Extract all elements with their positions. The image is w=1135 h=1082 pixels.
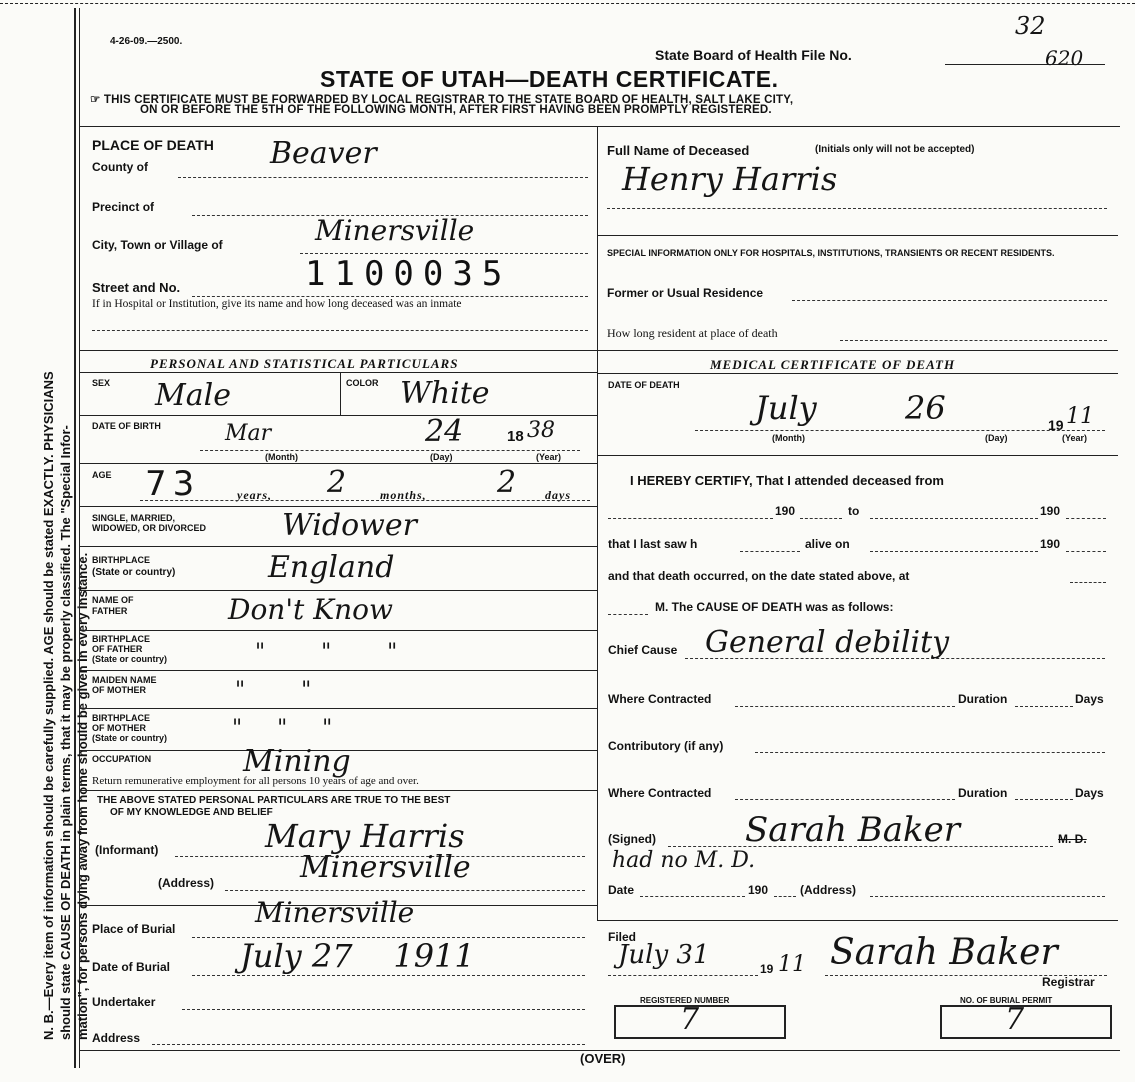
certify-to-190-line	[1066, 518, 1106, 519]
occupation-label: OCCUPATION	[92, 754, 152, 764]
no-md-note: had no M. D.	[612, 848, 756, 873]
last-saw-190-line	[1066, 551, 1106, 552]
informant-label: (Informant)	[95, 843, 159, 857]
marital-label-2: WIDOWED, OR DIVORCED	[92, 523, 206, 533]
mother-name-value: " "	[235, 678, 312, 703]
form-code: 4-26-09.—2500.	[110, 36, 183, 47]
father-bp-label-2: OF FATHER	[92, 644, 143, 654]
age-label: AGE	[92, 470, 112, 480]
top-border-line	[0, 3, 1135, 4]
age-days: 2	[497, 465, 517, 500]
mother-bp-label-3: (State or country)	[92, 733, 168, 743]
registrar-label: Registrar	[1042, 975, 1095, 989]
age-years-caption: years,	[237, 488, 272, 502]
md-label: M. D.	[1058, 832, 1087, 846]
file-no-value-1: 32	[1015, 12, 1046, 40]
deceased-name-line	[607, 208, 1107, 209]
signed-value: Sarah Baker	[745, 810, 961, 850]
place-of-death-label: PLACE OF DEATH	[92, 137, 214, 153]
mother-name-label-2: OF MOTHER	[92, 685, 146, 695]
father-bp-value: " " "	[255, 640, 398, 665]
color-label: COLOR	[346, 378, 379, 388]
precinct-label: Precinct of	[92, 200, 155, 214]
city-label: City, Town or Village of	[92, 238, 223, 252]
sex-label: SEX	[92, 378, 111, 388]
burial-date-label: Date of Burial	[92, 960, 171, 974]
rule-marital	[80, 506, 597, 507]
margin-note-line-1: N. B.—Every item of information should be carefully supplied. AGE should be stated EXACTLY. PHYSICIANS	[41, 371, 56, 1040]
dob-year: 38	[527, 418, 555, 443]
age-days-caption: days	[545, 488, 571, 502]
county-line	[178, 177, 588, 178]
rule-father-bp	[80, 630, 597, 631]
dob-year-prefix: 18	[507, 428, 524, 445]
rule-top	[80, 126, 1120, 127]
registered-number: 7	[680, 1002, 700, 1037]
deceased-name-label: Full Name of Deceased	[607, 143, 750, 158]
over-label: (OVER)	[580, 1051, 626, 1066]
deceased-name-note: (Initials only will not be accepted)	[815, 144, 975, 155]
attest-line-1: THE ABOVE STATED PERSONAL PARTICULARS ARE TRUE TO THE BEST	[97, 795, 451, 806]
dob-line	[200, 450, 580, 451]
rule-birthplace	[80, 546, 597, 547]
birthplace-label: BIRTHPLACE	[92, 555, 150, 565]
death-day: 26	[905, 389, 946, 427]
dob-label: DATE OF BIRTH	[92, 421, 161, 431]
column-divider	[597, 127, 598, 921]
rule-personal-top	[80, 350, 597, 351]
last-saw-line	[870, 551, 1038, 552]
chief-cause-value: General debility	[705, 625, 950, 660]
filed-year: 11	[778, 952, 806, 977]
file-no-label: State Board of Health File No.	[655, 47, 852, 63]
mother-bp-label-2: OF MOTHER	[92, 723, 146, 733]
duration-label-2: Duration	[958, 786, 1008, 800]
age-months: 2	[327, 465, 347, 500]
birthplace-value: England	[268, 550, 395, 585]
registrar-signature: Sarah Baker	[830, 932, 1058, 973]
cause-line: M. The CAUSE OF DEATH was as follows:	[655, 600, 894, 614]
registered-number-box	[614, 1005, 786, 1039]
margin-note-line-3: mation", for persons dying away from home should be given in every instance.	[75, 552, 90, 1040]
duration-line	[1015, 706, 1073, 707]
death-year-caption: (Year)	[1062, 433, 1088, 443]
death-occurred-line	[1070, 582, 1106, 583]
deceased-name-value: Henry Harris	[622, 160, 838, 198]
sex-color-divider	[340, 372, 341, 415]
burial-permit-box	[940, 1005, 1112, 1039]
rule-certify	[598, 455, 1118, 456]
father-bp-label-3: (State or country)	[92, 654, 168, 664]
death-year-prefix: 19	[1048, 417, 1064, 433]
marital-label-1: SINGLE, MARRIED,	[92, 513, 176, 523]
street-value: 1100035	[305, 254, 512, 294]
birthplace-sub: (State or country)	[92, 567, 176, 578]
hospital-note: If in Hospital or Institution, give its name and how long deceased was an inmate	[92, 298, 462, 310]
medical-address-label: (Address)	[800, 883, 857, 897]
date-190: 190	[748, 883, 769, 897]
where-contracted-line	[735, 706, 955, 707]
where-contracted-label: Where Contracted	[608, 692, 712, 706]
father-bp-label-1: BIRTHPLACE	[92, 634, 150, 644]
last-saw-h-line	[740, 551, 800, 552]
county-label: County of	[92, 160, 148, 174]
special-info-heading: SPECIAL INFORMATION ONLY FOR HOSPITALS, INSTITUTIONS, TRANSIENTS OR RECENT RESIDENTS.	[607, 248, 1055, 258]
burial-permit: 7	[1005, 1002, 1025, 1037]
burial-place-value: Minersville	[255, 896, 415, 929]
burial-place-label: Place of Burial	[92, 922, 176, 936]
date-2-line	[640, 896, 745, 897]
duration-line-2	[1015, 799, 1073, 800]
filed-value: July 31	[618, 940, 710, 970]
age-months-caption: months,	[380, 488, 427, 502]
date-190-line	[774, 896, 796, 897]
occupation-value: Mining	[243, 744, 351, 779]
city-value: Minersville	[315, 214, 475, 247]
occupation-note: Return remunerative employment for all persons 10 years of age and over.	[92, 775, 419, 787]
former-residence-label: Former or Usual Residence	[607, 286, 764, 300]
street-label: Street and No.	[92, 280, 181, 295]
dob-month: Mar	[225, 421, 272, 446]
father-value: Don't Know	[228, 593, 393, 626]
margin-note-line-2: should state CAUSE OF DEATH in plain terms, that it may be properly classified. The "Special Infor-	[58, 425, 73, 1040]
hospital-line	[92, 330, 588, 331]
rule-special-top	[598, 235, 1118, 236]
mother-name-label-1: MAIDEN NAME	[92, 675, 157, 685]
dob-year-caption: (Year)	[536, 452, 562, 462]
where-contracted-line-2	[735, 799, 955, 800]
father-label-2: FATHER	[92, 606, 128, 616]
certify-to-190: 190	[1040, 504, 1061, 518]
duration-label: Duration	[958, 692, 1008, 706]
filed-label: Filed	[608, 930, 637, 944]
address-value: Minersville	[300, 850, 471, 885]
margin-note	[40, 30, 91, 1040]
rule-mother-name	[80, 670, 597, 671]
address-label: (Address)	[158, 876, 215, 890]
dob-day: 24	[425, 414, 464, 449]
county-value: Beaver	[270, 136, 377, 171]
rule-dob	[80, 415, 597, 416]
contributory-label: Contributory (if any)	[608, 739, 724, 753]
certify-line: I HEREBY CERTIFY, That I attended deceased from	[630, 473, 944, 488]
death-day-caption: (Day)	[985, 433, 1008, 443]
rule-medical-heading	[598, 373, 1118, 374]
registered-number-label: REGISTERED NUMBER	[640, 996, 730, 1005]
last-saw-alive: alive on	[805, 537, 850, 551]
attest-line-2: OF MY KNOWLEDGE AND BELIEF	[110, 807, 273, 818]
mother-bp-value: " " "	[232, 716, 333, 741]
sex-value: Male	[155, 378, 231, 413]
rule-filing-top	[598, 920, 1118, 921]
death-month: July	[755, 389, 817, 427]
days-label: Days	[1075, 692, 1104, 706]
death-occurred-label: and that death occurred, on the date stated above, at	[608, 569, 910, 583]
undertaker-line	[182, 1009, 585, 1010]
undertaker-label: Undertaker	[92, 995, 156, 1009]
date-of-death-label: DATE OF DEATH	[608, 380, 680, 390]
date-label-2: Date	[608, 883, 635, 897]
personal-heading: PERSONAL AND STATISTICAL PARTICULARS	[150, 356, 459, 371]
marital-value: Widower	[282, 508, 417, 543]
dob-month-caption: (Month)	[265, 452, 298, 462]
certify-to-line	[870, 518, 1038, 519]
filed-line	[608, 975, 758, 976]
age-years: 73	[145, 464, 201, 504]
death-year: 11	[1066, 404, 1094, 429]
last-saw-label: that I last saw h	[608, 537, 698, 551]
age-line	[140, 500, 590, 501]
rule-attest	[80, 790, 597, 791]
death-month-caption: (Month)	[772, 433, 805, 443]
where-contracted-label-2: Where Contracted	[608, 786, 712, 800]
medical-heading: MEDICAL CERTIFICATE OF DEATH	[710, 357, 956, 372]
instruction-line-2: ON OR BEFORE THE 5TH OF THE FOLLOWING MONTH, AFTER FIRST HAVING BEEN PROMPTLY REGISTERED.	[140, 104, 772, 116]
color-value: White	[400, 376, 490, 411]
certify-from-line	[608, 518, 773, 519]
page-title: STATE OF UTAH—DEATH CERTIFICATE.	[320, 66, 779, 92]
burial-date-line	[192, 975, 585, 976]
days-label-2: Days	[1075, 786, 1104, 800]
chief-cause-label: Chief Cause	[608, 643, 678, 657]
how-long-label: How long resident at place of death	[607, 326, 778, 340]
how-long-line	[840, 340, 1107, 341]
signed-label: (Signed)	[608, 832, 656, 846]
file-no-value-2: 620	[1045, 46, 1084, 70]
burial-permit-label: NO. OF BURIAL PERMIT	[960, 996, 1053, 1005]
certify-from-190: 190	[775, 504, 796, 518]
rule-father	[80, 590, 597, 591]
last-saw-190: 190	[1040, 537, 1061, 551]
date-of-death-line	[695, 430, 1105, 431]
rule-mother-bp	[80, 708, 597, 709]
cause-m-line	[608, 614, 648, 615]
former-residence-line	[792, 300, 1107, 301]
burial-address-label: Address	[92, 1031, 141, 1045]
mother-bp-label-1: BIRTHPLACE	[92, 713, 150, 723]
street-line	[192, 296, 588, 297]
father-label-1: NAME OF	[92, 595, 134, 605]
filed-year-prefix: 19	[760, 962, 774, 976]
rule-medical-top	[598, 350, 1118, 351]
address-line	[225, 890, 585, 891]
rule-sex	[80, 372, 597, 373]
instruction-line-1: ☞ THIS CERTIFICATE MUST BE FORWARDED BY LOCAL REGISTRAR TO THE STATE BOARD OF HEALTH, SALT LAKE CITY,	[90, 94, 794, 106]
certify-to: to	[848, 504, 860, 518]
contributory-line	[755, 752, 1105, 753]
burial-date-value: July 27 1911	[240, 937, 475, 975]
medical-address-line	[870, 896, 1105, 897]
dob-day-caption: (Day)	[430, 452, 453, 462]
certify-from-190-line	[800, 518, 842, 519]
burial-address-line	[152, 1044, 585, 1045]
informant-value: Mary Harris	[265, 817, 465, 855]
